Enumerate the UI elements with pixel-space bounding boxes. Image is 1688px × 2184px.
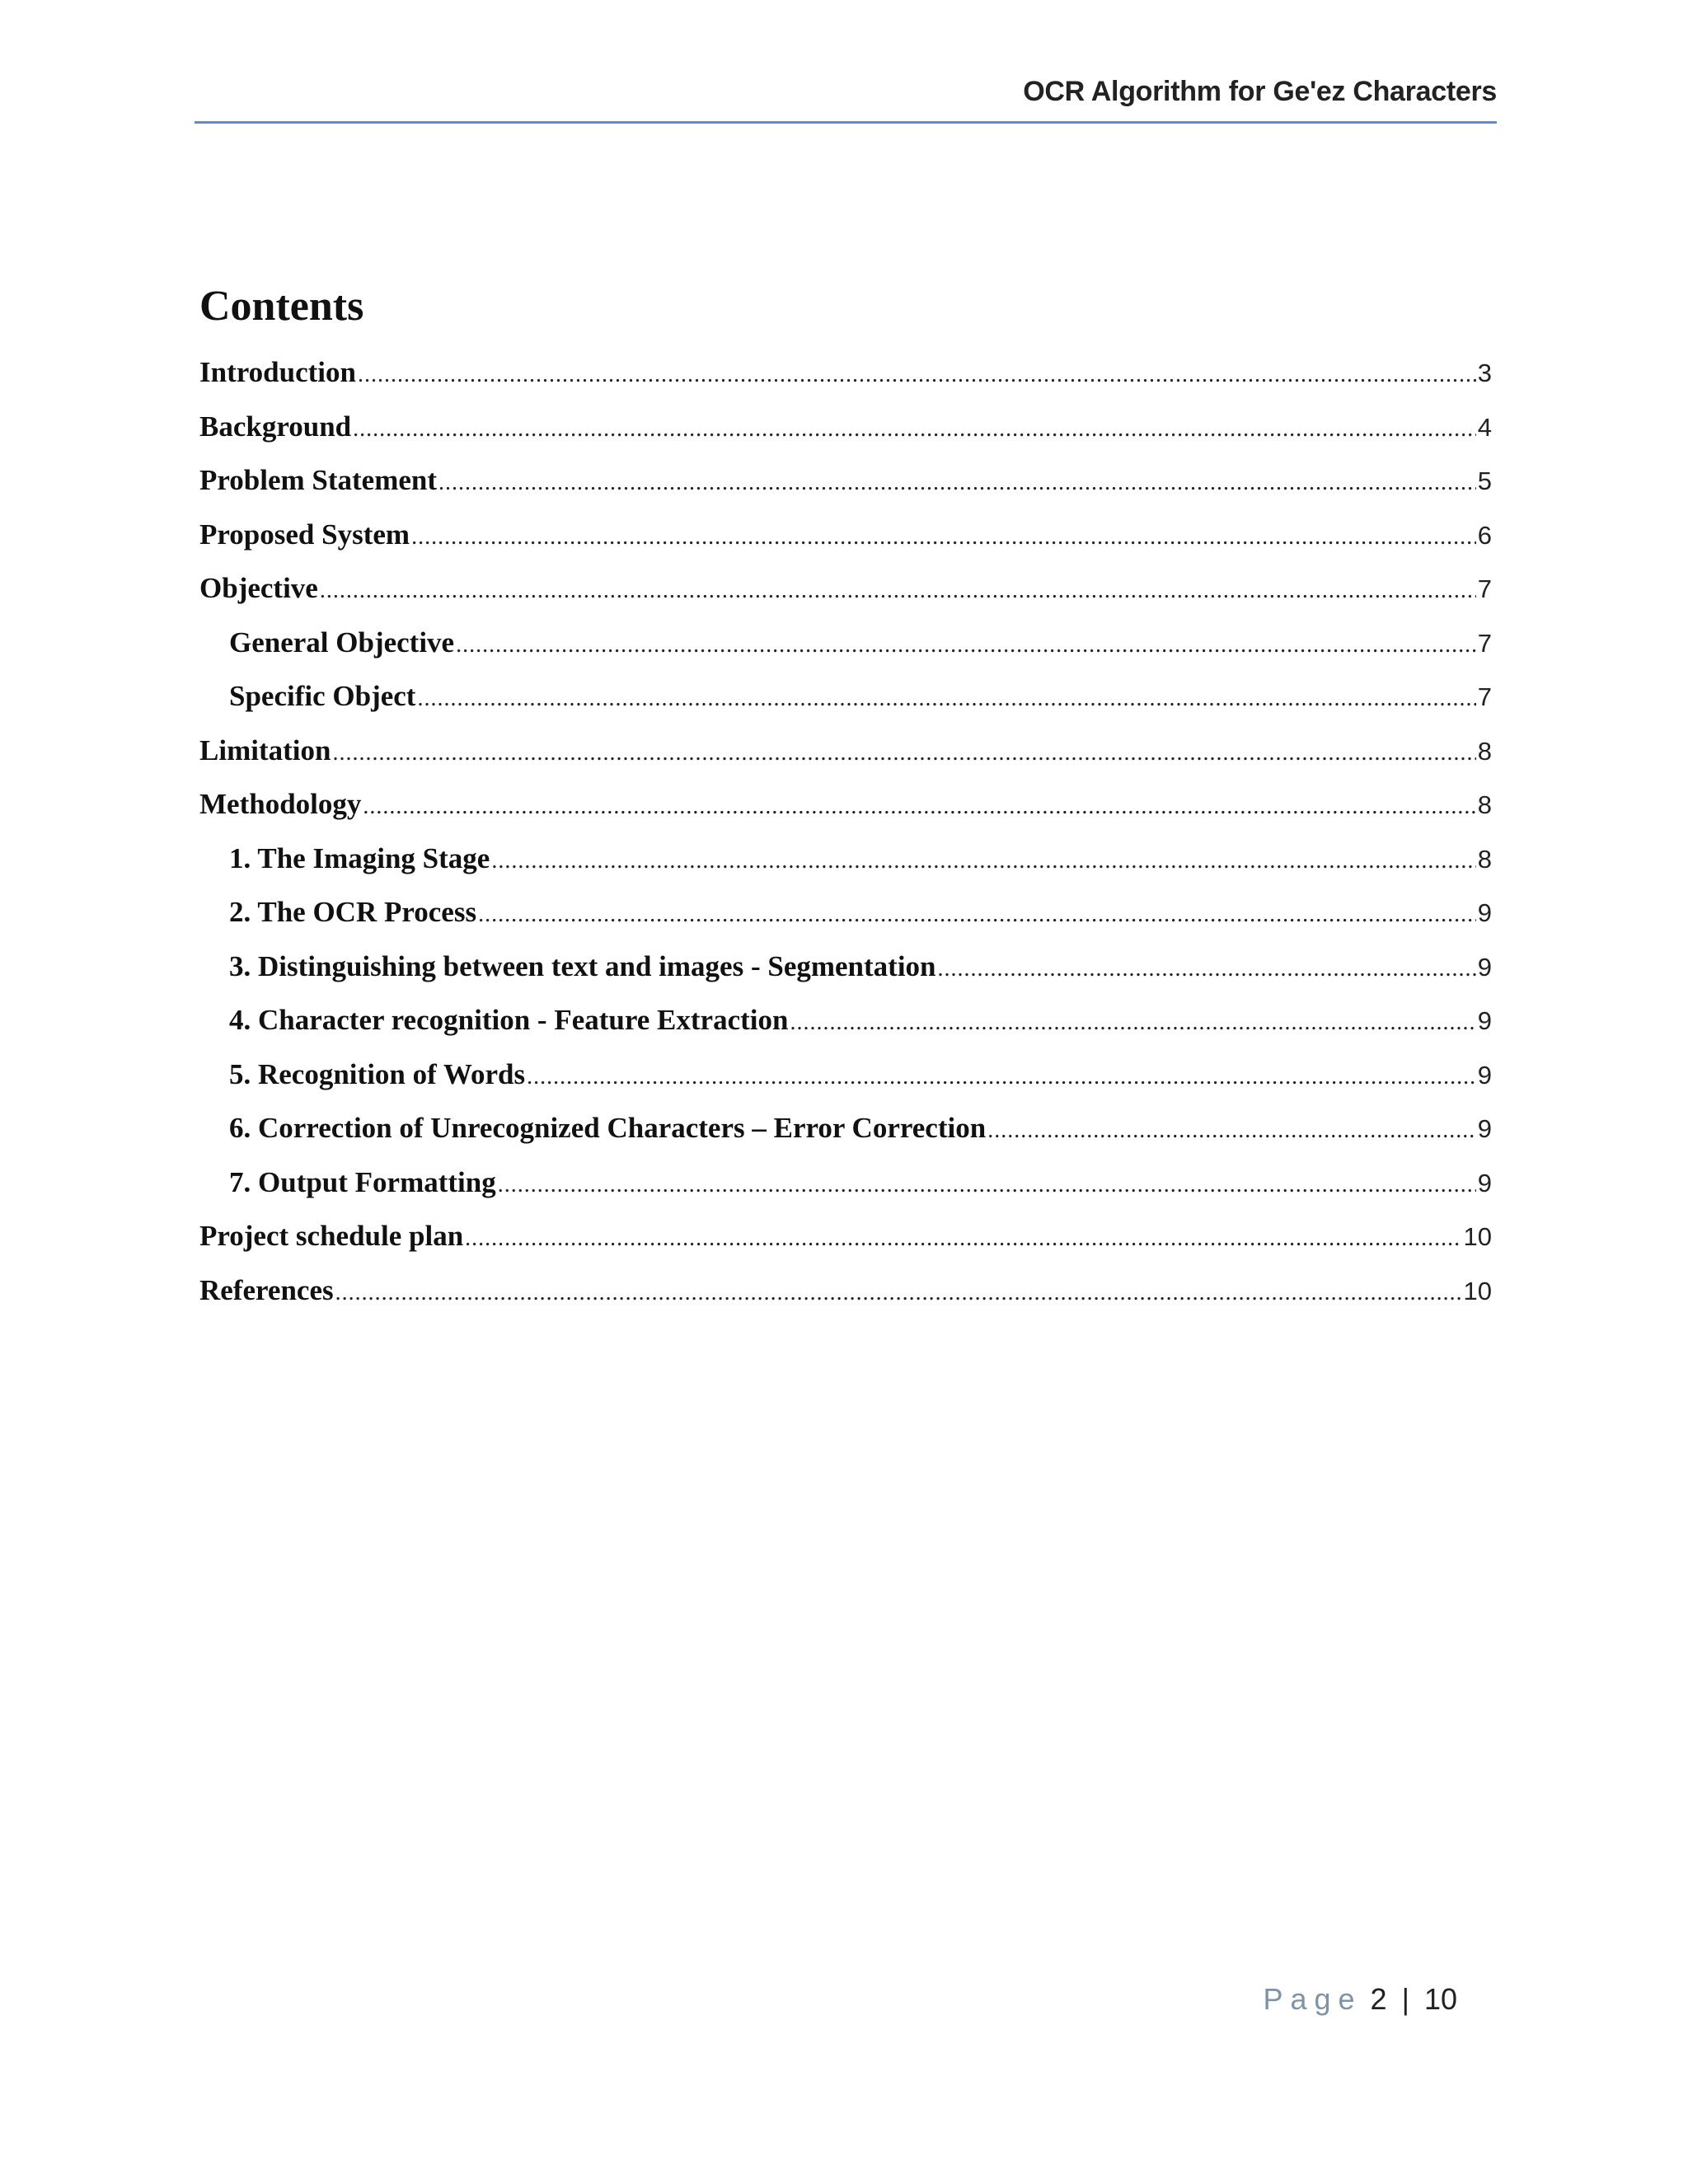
toc-leader — [465, 1226, 1461, 1252]
toc-entry-page: 8 — [1477, 736, 1492, 766]
toc-entry-page: 7 — [1477, 682, 1492, 711]
header-rule — [195, 121, 1497, 124]
toc-entry-general-objective[interactable] — [199, 626, 1492, 681]
footer-total-pages: 10 — [1423, 1982, 1457, 2016]
toc-entry-specific-object[interactable] — [199, 680, 1492, 734]
toc-entry-error-correction[interactable] — [199, 1112, 1492, 1166]
toc-entry-label: 6. Correction of Unrecognized Characters – Error Correction — [229, 1112, 987, 1144]
toc-entry-label: 5. Recognition of Words — [229, 1057, 526, 1090]
toc-entry-label: 2. The OCR Process — [229, 896, 477, 928]
toc-entry-segmentation[interactable] — [199, 950, 1492, 1005]
toc-entry-proposed-system[interactable] — [199, 518, 1492, 573]
toc-entry-label: 1. The Imaging Stage — [229, 841, 490, 874]
toc-entry-methodology[interactable] — [199, 788, 1492, 842]
toc-entry-label: Background — [199, 410, 352, 443]
toc-leader — [411, 524, 1476, 551]
toc-entry-label: Specific Object — [229, 680, 416, 712]
toc-leader — [987, 1118, 1476, 1144]
toc-entry-page: 8 — [1477, 790, 1492, 819]
toc-leader — [335, 1280, 1462, 1306]
toc-leader — [498, 1172, 1476, 1198]
toc-entry-label: Introduction — [199, 356, 356, 388]
footer-current-page: 2 — [1370, 1982, 1387, 2016]
toc-entry-page: 9 — [1477, 1006, 1492, 1035]
toc-leader — [332, 740, 1475, 766]
toc-entry-page: 10 — [1463, 1222, 1492, 1251]
toc-entry-imaging-stage[interactable] — [199, 842, 1492, 897]
toc-entry-label: Proposed System — [199, 518, 410, 551]
running-header: OCR Algorithm for Ge'ez Characters — [1023, 76, 1497, 107]
toc-leader — [353, 416, 1476, 443]
toc-entry-limitation[interactable] — [199, 734, 1492, 789]
toc-entry-introduction[interactable] — [199, 356, 1492, 410]
toc-leader — [527, 1064, 1476, 1090]
toc-entry-page: 3 — [1477, 359, 1492, 387]
footer-page-word: Page — [1263, 1982, 1362, 2016]
toc-entry-background[interactable] — [199, 410, 1492, 465]
toc-entry-problem-statement[interactable] — [199, 464, 1492, 518]
toc-entry-page: 8 — [1477, 844, 1492, 874]
toc-leader — [491, 848, 1475, 874]
toc-entry-ocr-process[interactable] — [199, 896, 1492, 950]
toc-leader — [417, 686, 1475, 712]
toc-entry-recognition-of-words[interactable] — [199, 1058, 1492, 1113]
toc-leader — [438, 470, 1476, 496]
toc-entry-label: Objective — [199, 572, 318, 604]
toc-entry-label: References — [199, 1273, 334, 1306]
toc-entry-output-formatting[interactable] — [199, 1166, 1492, 1221]
toc-leader — [363, 794, 1475, 820]
toc-entry-label: 3. Distinguishing between text and images - Segmentation — [229, 949, 936, 982]
toc-leader — [938, 956, 1476, 982]
toc-entry-label: Limitation — [199, 733, 331, 766]
toc-entry-page: 9 — [1477, 1114, 1492, 1143]
toc-entry-label: Methodology — [199, 788, 362, 820]
toc-entry-references[interactable] — [199, 1274, 1492, 1329]
toc-entry-page: 9 — [1477, 1168, 1492, 1197]
toc-leader — [358, 362, 1476, 388]
toc-leader — [478, 902, 1476, 928]
toc-entry-label: Project schedule plan — [199, 1220, 464, 1252]
toc-entry-page: 9 — [1477, 952, 1492, 982]
toc-entry-page: 4 — [1477, 412, 1492, 442]
toc-title: Contents — [199, 283, 364, 330]
toc-leader — [320, 578, 1476, 604]
toc-entry-objective[interactable] — [199, 572, 1492, 626]
toc-entry-page: 9 — [1477, 898, 1492, 927]
toc-entry-page: 6 — [1477, 520, 1492, 550]
toc-entry-page: 10 — [1463, 1276, 1492, 1305]
toc-entry-label: 7. Output Formatting — [229, 1165, 496, 1198]
table-of-contents — [199, 356, 1492, 1328]
toc-entry-feature-extraction[interactable] — [199, 1004, 1492, 1058]
toc-entry-page: 7 — [1477, 574, 1492, 603]
toc-leader — [456, 632, 1476, 658]
toc-entry-page: 7 — [1477, 628, 1492, 658]
toc-entry-label: General Objective — [229, 626, 455, 658]
toc-entry-project-schedule-plan[interactable] — [199, 1220, 1492, 1274]
footer-separator: | — [1401, 1982, 1409, 2016]
toc-leader — [790, 1010, 1475, 1036]
toc-entry-page: 9 — [1477, 1060, 1492, 1090]
toc-entry-label: Problem Statement — [199, 464, 438, 496]
toc-entry-page: 5 — [1477, 466, 1492, 495]
toc-entry-label: 4. Character recognition - Feature Extraction — [229, 1004, 789, 1036]
page-footer — [1263, 1982, 1457, 2017]
